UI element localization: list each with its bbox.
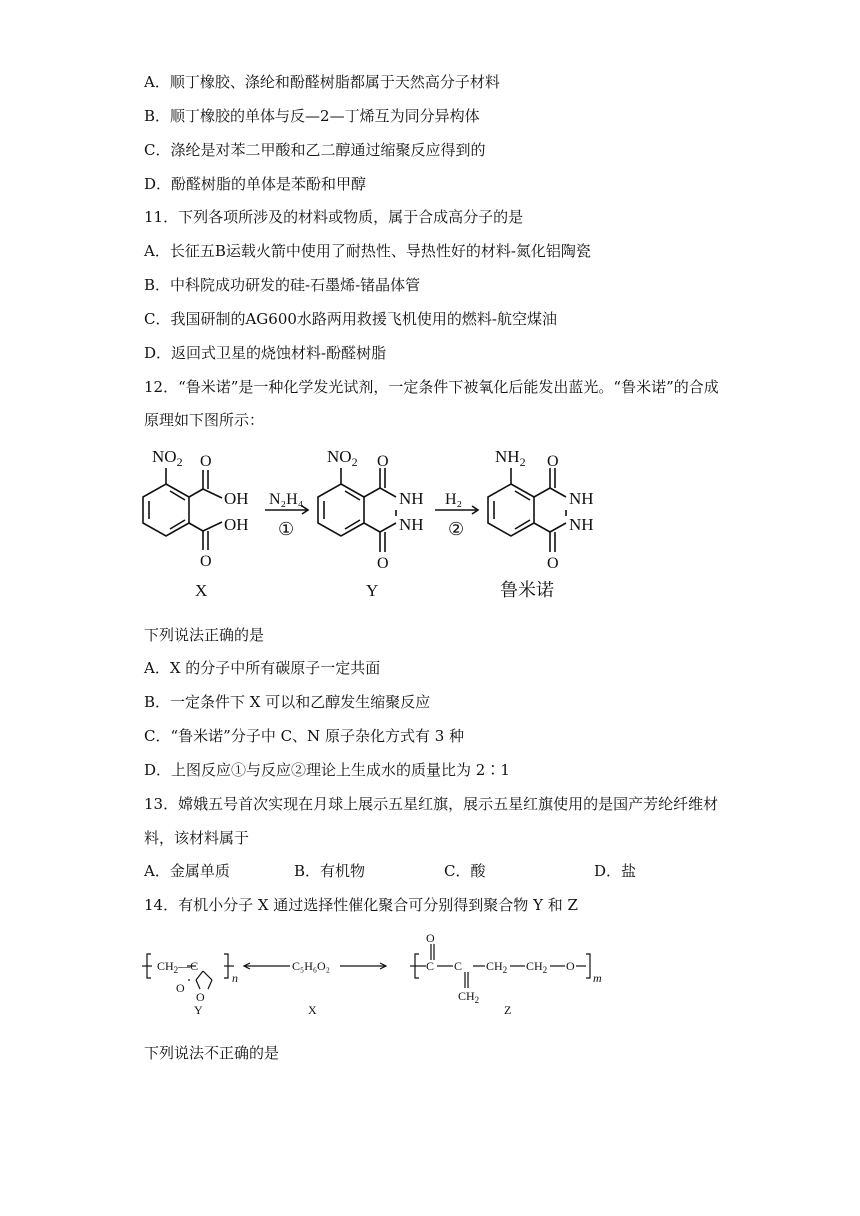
svg-text:NH: NH	[399, 515, 424, 534]
svg-text:OH: OH	[224, 515, 249, 534]
svg-text:n: n	[232, 971, 238, 985]
q14-prompt: 下列说法不正确的是	[144, 1044, 280, 1062]
svg-text:NO2: $NO_2$	[327, 447, 358, 469]
svg-text:O: O	[200, 553, 212, 570]
q11-option-b: B．中科院成功研发的硅-石墨烯-锗晶体管	[144, 276, 421, 294]
svg-text:O: O	[377, 555, 389, 572]
q11-option-c: C．我国研制的AG600水路两用救援飞机使用的燃料-航空煤油	[144, 310, 557, 328]
svg-text:O: O	[566, 959, 575, 973]
label-x: X	[195, 581, 208, 600]
svg-text:NH: NH	[399, 489, 424, 508]
svg-text:O: O	[200, 453, 212, 470]
svg-text:NH: NH	[569, 515, 594, 534]
q13-option-c: C．酸	[444, 862, 486, 880]
q10-option-d: D．酚醛树脂的单体是苯酚和甲醇	[144, 175, 367, 193]
label-y: Y	[366, 581, 379, 600]
svg-text:O: O	[176, 981, 185, 995]
label-luminol: 鲁米诺	[500, 580, 554, 600]
svg-text:CH2: $CH_2$	[526, 959, 548, 975]
svg-text:m: m	[593, 971, 602, 985]
svg-text:C: C	[454, 959, 463, 973]
q14-stem: 14．有机小分子 X 通过选择性催化聚合可分别得到聚合物 Y 和 Z	[144, 896, 578, 914]
q12-stem-line1: 12．“鲁米诺”是一种化学发光试剂，一定条件下被氧化后能发出蓝光。“鲁米诺”的合成	[144, 378, 719, 396]
label-polymer-y: Y	[194, 1003, 203, 1017]
q10-option-c: C．涤纶是对苯二甲酸和乙二醇通过缩聚反应得到的	[144, 141, 486, 159]
q12-option-c: C．“鲁米诺”分子中 C、N 原子杂化方式有 3 种	[144, 727, 465, 745]
q12-prompt: 下列说法正确的是	[144, 626, 265, 644]
svg-text:O: O	[547, 453, 559, 470]
q12-option-d: D．上图反应①与反应②理论上生成水的质量比为 2∶1	[144, 761, 510, 779]
formula-x: C₅H₆O₂	[292, 959, 330, 973]
q13-option-a: A．金属单质	[144, 862, 230, 880]
svg-text:NH: NH	[569, 489, 594, 508]
q13-option-b: B．有机物	[294, 862, 366, 880]
q11-stem: 11．下列各项所涉及的材料或物质，属于合成高分子的是	[144, 208, 524, 226]
q13-option-d: D．盐	[594, 862, 637, 880]
step-1-label: ①	[278, 519, 295, 539]
label-polymer-z: Z	[504, 1003, 512, 1017]
svg-text:C: C	[426, 959, 435, 973]
q10-option-b: B．顺丁橡胶的单体与反—2—丁烯互为同分异构体	[144, 107, 480, 125]
label-monomer-x: X	[308, 1003, 317, 1017]
svg-text:CH2—C: $CH_2—C$	[157, 959, 199, 975]
q13-stem-line1: 13．嫦娥五号首次实现在月球上展示五星红旗，展示五星红旗使用的是国产芳纶纤维材	[144, 795, 719, 813]
step-2-label: ②	[448, 519, 465, 539]
q11-option-a: A．长征五B运载火箭中使用了耐热性、导热性好的材料-氮化铝陶瓷	[144, 242, 591, 260]
q12-stem-line2: 原理如下图所示：	[144, 411, 265, 429]
q10-option-a: A．顺丁橡胶、涤纶和酚醛树脂都属于天然高分子材料	[144, 73, 500, 91]
svg-text:O: O	[426, 931, 435, 945]
luminol-synthesis-scheme	[130, 440, 610, 610]
q12-option-b: B．一定条件下 X 可以和乙醇发生缩聚反应	[144, 693, 431, 711]
q12-option-a: A．X 的分子中所有碳原子一定共面	[144, 659, 381, 677]
svg-text:O: O	[196, 990, 205, 1004]
reagent-2: H₂	[445, 491, 463, 508]
polymer-scheme	[140, 930, 610, 1022]
svg-text:CH2: $CH_2$	[486, 959, 508, 975]
svg-text:CH2: $CH_2$	[458, 989, 480, 1005]
svg-text:OH: OH	[224, 489, 249, 508]
svg-text:NO2: $NO_2$	[152, 447, 183, 469]
svg-text:O: O	[377, 453, 389, 470]
svg-text:NH2: $NH_2$	[495, 447, 526, 469]
q13-stem-line2: 料，该材料属于	[144, 829, 250, 847]
reagent-1: N₂H₄	[269, 491, 304, 508]
q11-option-d: D．返回式卫星的烧蚀材料-酚醛树脂	[144, 344, 387, 362]
svg-text:O: O	[547, 555, 559, 572]
